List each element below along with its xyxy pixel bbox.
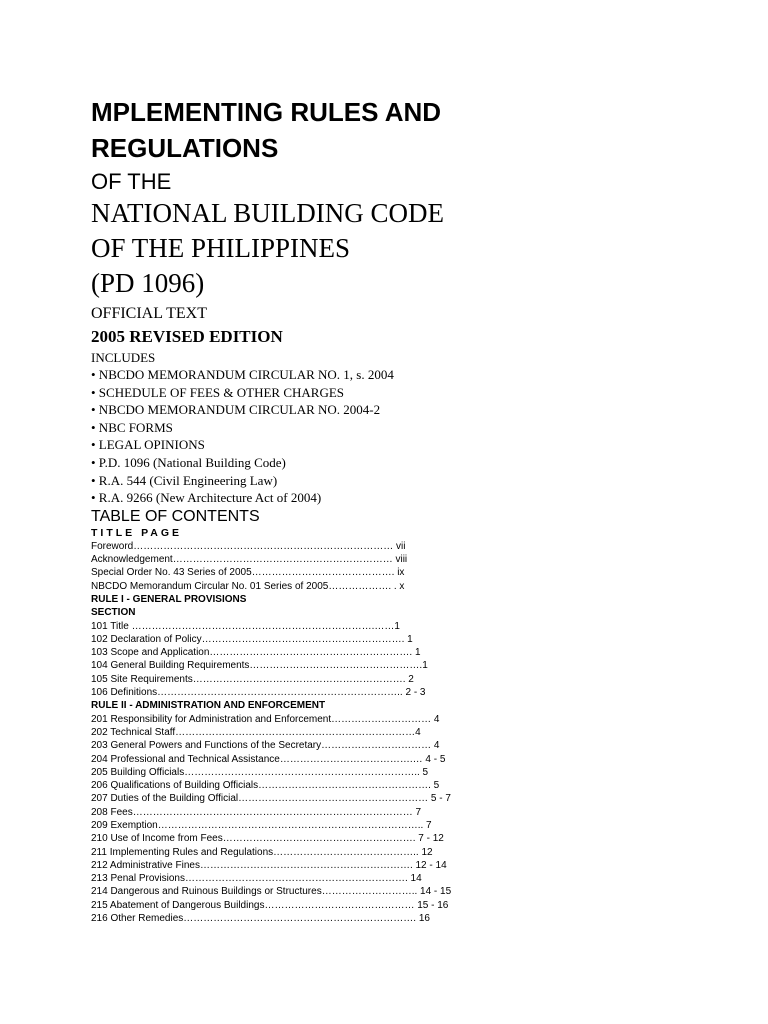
toc-entry[interactable]: Acknowledgement………………………………………………………… viii [91,554,408,566]
includes-label: INCLUDES [91,350,156,365]
toc-entry[interactable]: 213 Penal Provisions…………………………………………………………. 14 [91,873,422,885]
toc-entry[interactable]: 209 Exemption…………………………………………………………………….. 7 [91,819,432,831]
document-title-line2: REGULATIONS [91,133,279,163]
rule1-heading: RULE I - GENERAL PROVISIONS [91,593,247,605]
toc-rule1-list [91,620,731,700]
document-page [91,94,731,925]
toc-entry[interactable]: NBCDO Memorandum Circular No. 01 Series of 2005………………. . x [91,580,405,592]
code-number: (PD 1096) [91,268,205,298]
toc-heading: TABLE OF CONTENTS [91,507,260,525]
code-name-line2: OF THE PHILIPPINES [91,233,351,263]
includes-list [91,366,731,507]
toc-entry[interactable]: 202 Technical Staff………………………………………………………………4 [91,726,421,738]
includes-item: • R.A. 544 (Civil Engineering Law) [91,472,278,488]
toc-entry[interactable]: 204 Professional and Technical Assistance………………………………….… 4 - 5 [91,753,446,765]
toc-entry[interactable]: 104 General Building Requirements…………………………………………….1 [91,660,428,672]
toc-entry[interactable]: 102 Declaration of Policy……………………………………………………. 1 [91,633,413,645]
toc-entry[interactable]: 215 Abatement of Dangerous Buildings……………………………………… 15 - 16 [91,899,449,911]
toc-entry[interactable]: 206 Qualifications of Building Officials……………………………………………. 5 [91,780,440,792]
toc-entry[interactable]: 106 Definitions……………………………………………………………….. 2 - 3 [91,687,426,699]
toc-entry[interactable]: 212 Administrative Fines………………………………………………………. 12 - 14 [91,859,447,871]
toc-entry[interactable]: 105 Site Requirements………………………………………………………. 2 [91,673,414,685]
includes-item: • NBCDO MEMORANDUM CIRCULAR NO. 1, s. 2004 [91,367,394,382]
toc-entry[interactable]: 214 Dangerous and Ruinous Buildings or Structures……………………….. 14 - 15 [91,886,452,898]
official-text-label: OFFICIAL TEXT [91,305,207,322]
rule2-heading: RULE II - ADMINISTRATION AND ENFORCEMENT [91,700,326,712]
toc-entry[interactable]: 208 Fees………………………………………………………………………… 7 [91,806,422,818]
edition-label: 2005 REVISED EDITION [91,327,283,346]
includes-item: • NBCDO MEMORANDUM CIRCULAR NO. 2004-2 [91,402,381,418]
includes-item: • R.A. 9266 (New Architecture Act of 2004) [91,490,322,506]
code-name-line1: NATIONAL BUILDING CODE [91,198,444,228]
includes-item: • NBC FORMS [91,419,173,435]
includes-item: • LEGAL OPINIONS [91,437,205,453]
document-title-line1: MPLEMENTING RULES AND [91,97,442,127]
toc-entry[interactable]: Special Order No. 43 Series of 2005……………………………………. ix [91,567,405,579]
includes-item: • SCHEDULE OF FEES & OTHER CHARGES [91,384,345,400]
toc-entry[interactable]: 216 Other Remedies……………………………………………………………. 16 [91,913,430,925]
toc-entry[interactable]: 205 Building Officials…………………………………………………………….. 5 [91,766,429,778]
toc-front-matter [91,540,731,593]
toc-entry[interactable]: 207 Duties of the Building Official………………………………………………… 5 - 7 [91,793,451,805]
toc-entry[interactable]: 201 Responsibility for Administration and Enforcement………………………… 4 [91,713,440,725]
toc-entry[interactable]: 203 General Powers and Functions of the Secretary…………………………… 4 [91,740,440,752]
toc-entry[interactable]: 210 Use of Income from Fees…………………………………………………. 7 - 12 [91,833,444,845]
toc-rule2-list [91,713,731,926]
toc-entry[interactable]: 103 Scope and Application……………………………………………………. 1 [91,647,421,659]
toc-entry[interactable]: Foreword…………………………………………………………………… vii [91,540,406,552]
toc-entry[interactable]: 101 Title ……………………………………………………………….……1 [91,620,400,632]
toc-title-page: TITLE PAGE [91,526,183,539]
of-the-label: OF THE [91,169,172,194]
section-label: SECTION [91,607,136,619]
includes-item: • P.D. 1096 (National Building Code) [91,454,286,470]
toc-entry[interactable]: 211 Implementing Rules and Regulations…………………………………….. 12 [91,846,433,858]
